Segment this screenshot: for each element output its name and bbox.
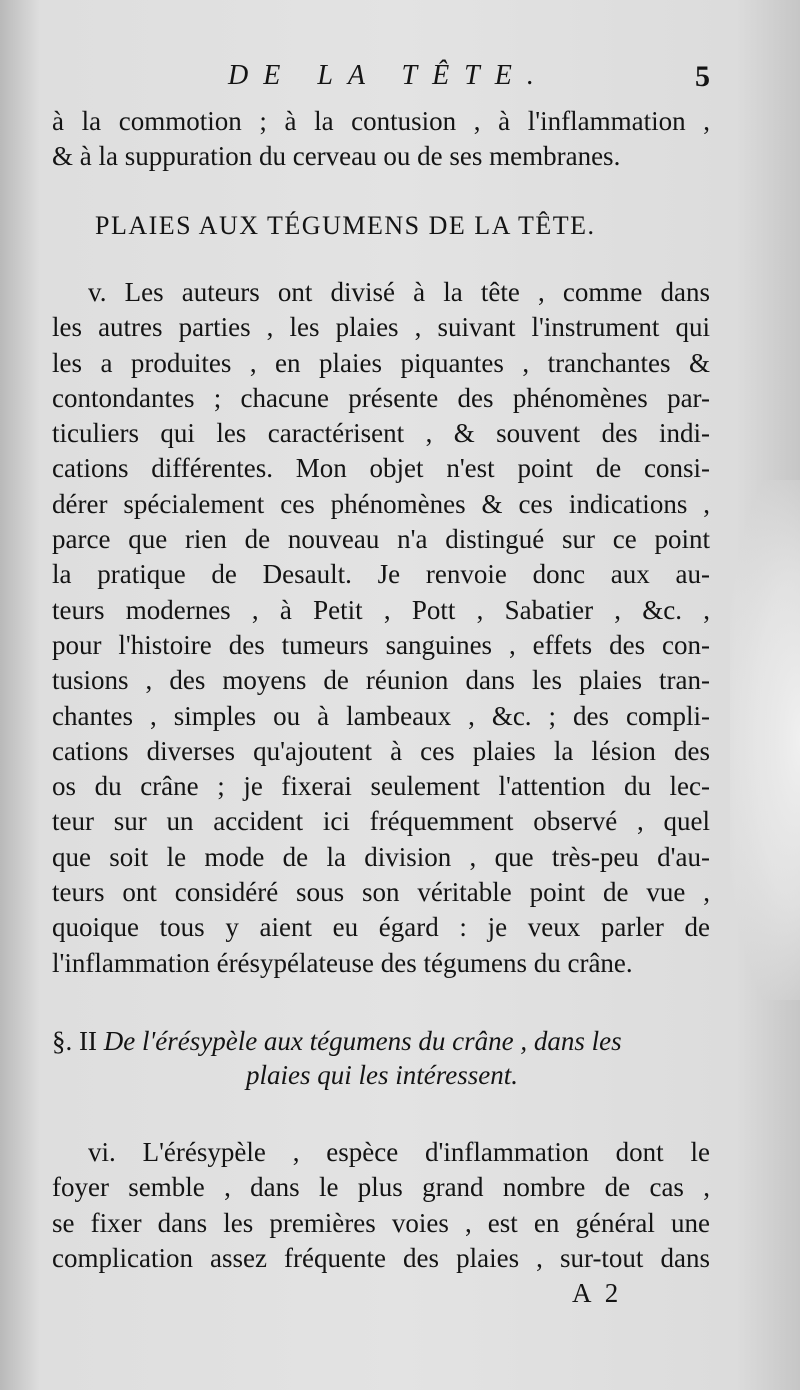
section-title-line: plaies qui les intéressent. bbox=[246, 1060, 518, 1090]
text-line: foyer semble , dans le plus grand nombre de cas , bbox=[52, 1172, 710, 1203]
text-line: vi. L'érésypèle , espèce d'inflammation dont le bbox=[88, 1137, 710, 1167]
section-title bbox=[52, 1024, 712, 1092]
text-line: que soit le mode de la division , que très-peu d'au- bbox=[52, 841, 710, 872]
text-line: les autres parties , les plaies , suivant l'instrument qui bbox=[52, 312, 710, 343]
text-line: chantes , simples ou à lambeaux , &c. ; des compli- bbox=[52, 700, 710, 731]
paragraph-v bbox=[52, 275, 710, 981]
text-line: os du crâne ; je fixerai seulement l'attention du lec- bbox=[52, 771, 710, 802]
text-line: & à la suppuration du cerveau ou de ses membranes. bbox=[52, 141, 621, 172]
text-line: complication assez fréquente des plaies , sur-tout dans bbox=[52, 1242, 710, 1273]
text-line: à la commotion ; à la contusion , à l'inflammation , bbox=[52, 106, 710, 136]
text-line: contondantes ; chacune présente des phénomènes par- bbox=[52, 382, 710, 413]
continuation-paragraph bbox=[52, 104, 710, 175]
page-header bbox=[228, 60, 710, 96]
signature-mark: A 2 bbox=[572, 1278, 623, 1308]
section-heading: PLAIES AUX TÉGUMENS DE LA TÊTE. bbox=[95, 211, 596, 240]
text-line: teur sur un accident ici fréquemment observé , quel bbox=[52, 806, 710, 837]
text-line: v. Les auteurs ont divisé à la tête , comme dans bbox=[88, 277, 710, 307]
paragraph-vi bbox=[52, 1135, 710, 1276]
text-line: quoique tous y aient eu égard : je veux parler de bbox=[52, 912, 710, 943]
text-line: ticuliers qui les caractérisent , & souvent des indi- bbox=[52, 418, 710, 449]
section-number: §. II bbox=[52, 1026, 97, 1056]
paper-stain bbox=[730, 480, 800, 1000]
text-line: se fixer dans les premières voies , est en général une bbox=[52, 1207, 710, 1238]
text-line: teurs modernes , à Petit , Pott , Sabatier , &c. , bbox=[52, 594, 710, 625]
text-line: pour l'histoire des tumeurs sanguines , effets des con- bbox=[52, 629, 710, 660]
text-line: tusions , des moyens de réunion dans les plaies tran- bbox=[52, 665, 710, 696]
running-head: DE LA TÊTE. bbox=[228, 60, 549, 91]
text-line: teurs ont considéré sous son véritable point de vue , bbox=[52, 877, 710, 908]
text-line: l'inflammation érésypélateuse des tégumens du crâne. bbox=[52, 947, 633, 978]
text-line: la pratique de Desault. Je renvoie donc aux au- bbox=[52, 559, 710, 590]
text-line: les a produites , en plaies piquantes , tranchantes & bbox=[52, 347, 710, 378]
text-line: cations diverses qu'ajoutent à ces plaies la lésion des bbox=[52, 735, 710, 766]
text-line: parce que rien de nouveau n'a distingué sur ce point bbox=[52, 524, 710, 555]
text-line: dérer spécialement ces phénomènes & ces indications , bbox=[52, 488, 710, 519]
section-title-line: De l'érésypèle aux tégumens du crâne , dans les bbox=[103, 1026, 622, 1056]
page-number: 5 bbox=[695, 60, 710, 93]
text-line: cations différentes. Mon objet n'est point de consi- bbox=[52, 453, 710, 484]
